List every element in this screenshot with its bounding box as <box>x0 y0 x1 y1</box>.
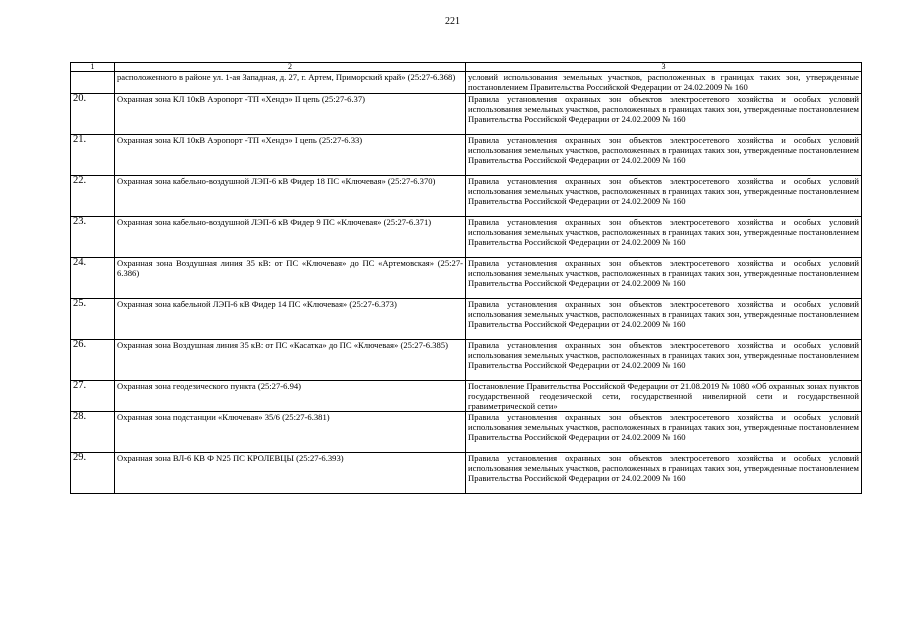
row-number: 20. <box>71 94 115 135</box>
row-number: 27. <box>71 381 115 412</box>
legal-basis: Правила установления охранных зон объектов электросетевого хозяйства и особых условий использования земельных участков, расположенных в границах таких зон, утвержденные постановлением Правительства Российской Федерации от 24.02.2009 № 160 <box>466 94 862 135</box>
legal-basis: Постановление Правительства Российской Федерации от 21.08.2019 № 1080 «Об охранных зонах пунктов государственной геодезической сети, государственной нивелирной сети и государственной гравиметрической сети» <box>466 381 862 412</box>
table-row-continuation <box>71 72 862 94</box>
legal-basis: Правила установления охранных зон объектов электросетевого хозяйства и особых условий использования земельных участков, расположенных в границах таких зон, утвержденные постановлением Правительства Российской Федерации от 24.02.2009 № 160 <box>466 299 862 340</box>
row-number: 21. <box>71 135 115 176</box>
table-row <box>71 453 862 494</box>
legal-basis: Правила установления охранных зон объектов электросетевого хозяйства и особых условий использования земельных участков, расположенных в границах таких зон, утвержденные постановлением Правительства Российской Федерации от 24.02.2009 № 160 <box>466 453 862 494</box>
zone-name: Охранная зона КЛ 10кВ Аэропорт -ТП «Хендэ» I цепь (25:27-6.33) <box>115 135 466 176</box>
table-row <box>71 176 862 217</box>
column-header: 2 <box>115 63 466 72</box>
table-header-row <box>71 63 862 72</box>
row-number: 22. <box>71 176 115 217</box>
zone-name: Охранная зона КЛ 10кВ Аэропорт -ТП «Хендэ» II цепь (25:27-6.37) <box>115 94 466 135</box>
legal-basis: Правила установления охранных зон объектов электросетевого хозяйства и особых условий использования земельных участков, расположенных в границах таких зон, утвержденные постановлением Правительства Российской Федерации от 24.02.2009 № 160 <box>466 135 862 176</box>
row-number: 24. <box>71 258 115 299</box>
zone-name: Охранная зона кабельно-воздушной ЛЭП-6 кВ Фидер 18 ПС «Ключевая» (25:27-6.370) <box>115 176 466 217</box>
row-number: 25. <box>71 299 115 340</box>
zone-name: расположенного в районе ул. 1-ая Западная, д. 27, г. Артем, Приморский край» (25:27-6.368) <box>115 72 466 94</box>
legal-basis: Правила установления охранных зон объектов электросетевого хозяйства и особых условий использования земельных участков, расположенных в границах таких зон, утвержденные постановлением Правительства Российской Федерации от 24.02.2009 № 160 <box>466 217 862 258</box>
legal-basis: Правила установления охранных зон объектов электросетевого хозяйства и особых условий использования земельных участков, расположенных в границах таких зон, утвержденные постановлением Правительства Российской Федерации от 24.02.2009 № 160 <box>466 412 862 453</box>
table-row <box>71 412 862 453</box>
legal-basis: Правила установления охранных зон объектов электросетевого хозяйства и особых условий использования земельных участков, расположенных в границах таких зон, утвержденные постановлением Правительства Российской Федерации от 24.02.2009 № 160 <box>466 258 862 299</box>
page-number: 221 <box>445 16 460 27</box>
column-header: 1 <box>71 63 115 72</box>
row-number <box>71 72 115 94</box>
zone-name: Охранная зона ВЛ-6 КВ Ф N25 ПС КРОЛЕВЦЫ (25:27-6.393) <box>115 453 466 494</box>
legal-basis: Правила установления охранных зон объектов электросетевого хозяйства и особых условий использования земельных участков, расположенных в границах таких зон, утвержденные постановлением Правительства Российской Федерации от 24.02.2009 № 160 <box>466 176 862 217</box>
table-row <box>71 258 862 299</box>
legal-basis: Правила установления охранных зон объектов электросетевого хозяйства и особых условий использования земельных участков, расположенных в границах таких зон, утвержденные постановлением Правительства Российской Федерации от 24.02.2009 № 160 <box>466 340 862 381</box>
zone-name: Охранная зона геодезического пункта (25:27-6.94) <box>115 381 466 412</box>
zone-name: Охранная зона подстанции «Ключевая» 35/6 (25:27-6.381) <box>115 412 466 453</box>
row-number: 28. <box>71 412 115 453</box>
row-number: 23. <box>71 217 115 258</box>
zones-table <box>70 62 862 494</box>
table-row <box>71 94 862 135</box>
row-number: 26. <box>71 340 115 381</box>
table-row <box>71 381 862 412</box>
column-header: 3 <box>466 63 862 72</box>
table-row <box>71 299 862 340</box>
table-row <box>71 135 862 176</box>
table-row <box>71 217 862 258</box>
zone-name: Охранная зона Воздушная линия 35 кВ: от ПС «Касатка» до ПС «Ключевая» (25:27-6.385) <box>115 340 466 381</box>
row-number: 29. <box>71 453 115 494</box>
zone-name: Охранная зона кабельной ЛЭП-6 кВ Фидер 14 ПС «Ключевая» (25:27-6.373) <box>115 299 466 340</box>
zone-name: Охранная зона кабельно-воздушной ЛЭП-6 кВ Фидер 9 ПС «Ключевая» (25:27-6.371) <box>115 217 466 258</box>
legal-basis: условий использования земельных участков, расположенных в границах таких зон, утвержденные постановлением Правительства Российской Федерации от 24.02.2009 № 160 <box>466 72 862 94</box>
table-row <box>71 340 862 381</box>
zone-name: Охранная зона Воздушная линия 35 кВ: от ПС «Ключевая» до ПС «Артемовская» (25:27-6.386) <box>115 258 466 299</box>
